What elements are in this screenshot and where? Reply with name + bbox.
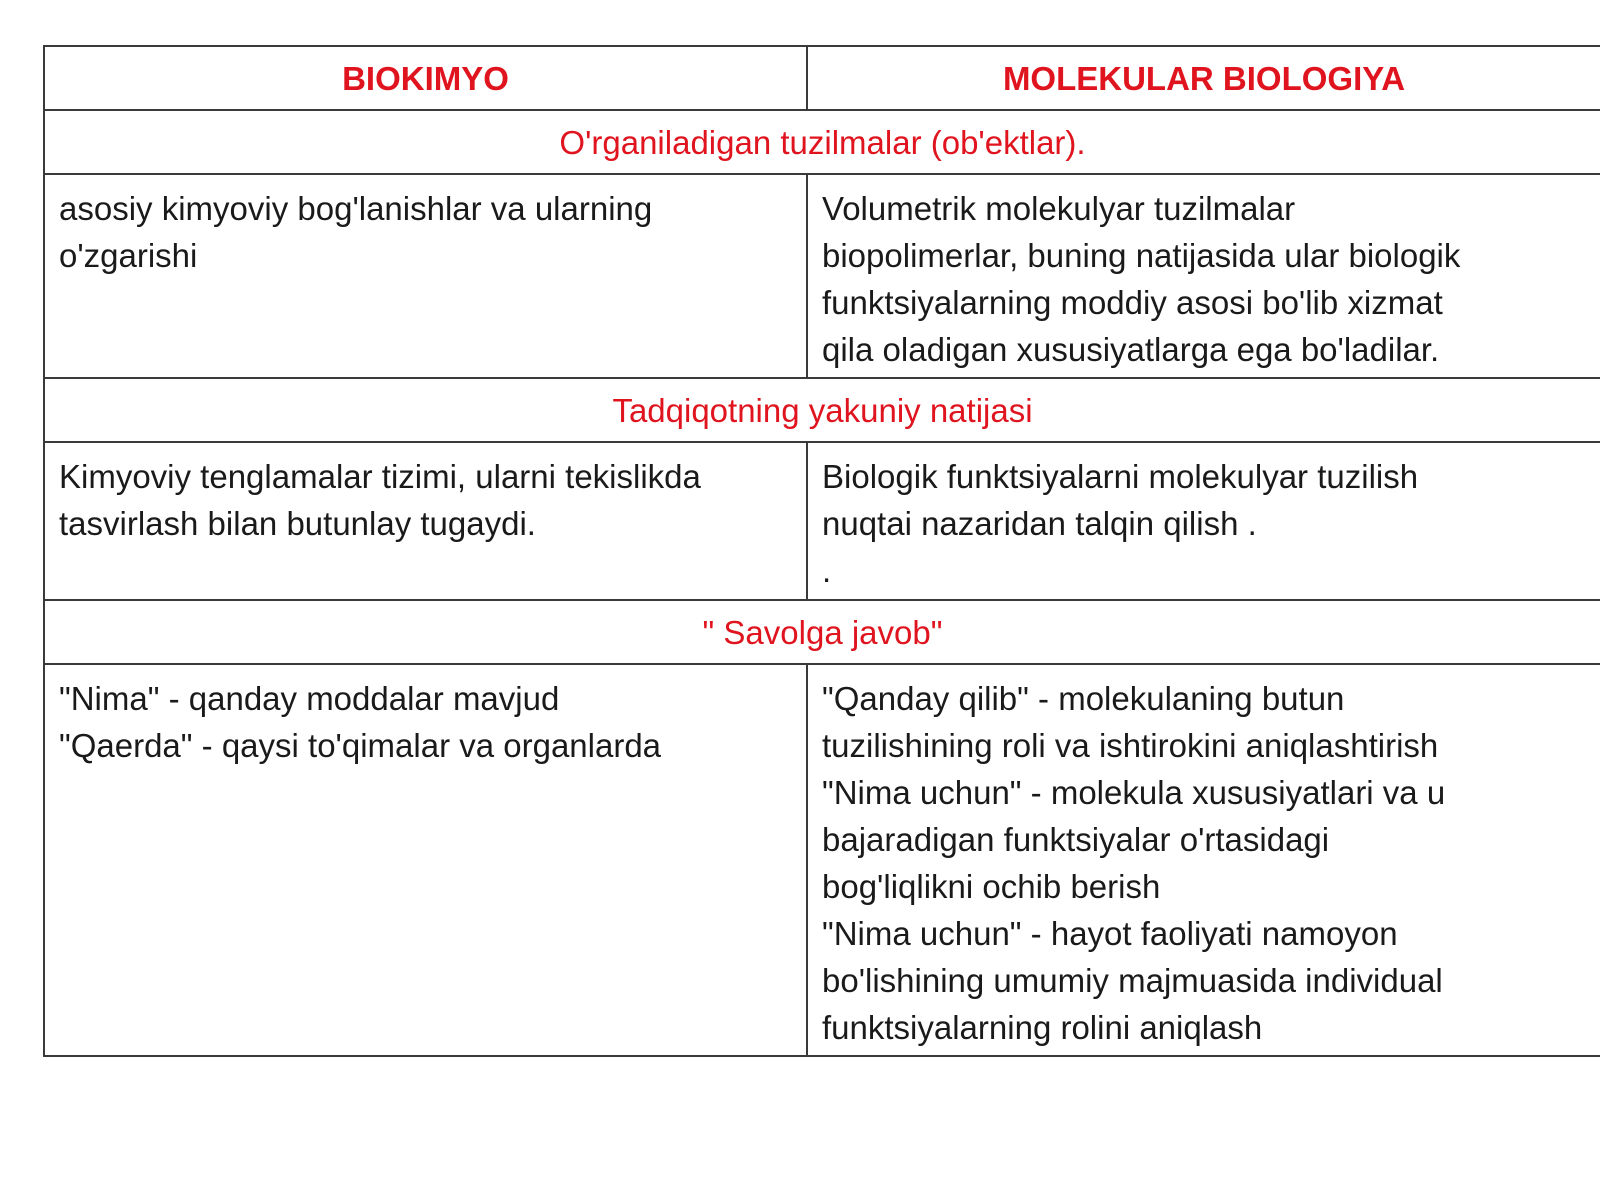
cell-line: funktsiyalarning rolini aniqlash: [822, 1009, 1263, 1046]
cell-line: bajaradigan funktsiyalar o'rtasidagi: [822, 821, 1330, 858]
section-title: " Savolga javob": [44, 600, 1600, 664]
cell-line: Kimyoviy tenglamalar tizimi, ularni tekislikda: [59, 458, 701, 495]
table-row: [44, 174, 1600, 378]
section-title: Tadqiqotning yakuniy natijasi: [44, 378, 1600, 442]
cell-line: "Qaerda" - qaysi to'qimalar va organlarda: [59, 727, 662, 764]
header-molekular-biologiya: MOLEKULAR BIOLOGIYA: [807, 46, 1600, 110]
table-row: [44, 664, 1600, 1056]
cell-line: "Nima uchun" - molekula xususiyatlari va u: [822, 774, 1446, 811]
biokimyo-cell: [44, 664, 807, 1056]
table-row: [44, 442, 1600, 600]
biokimyo-cell: [44, 442, 807, 600]
cell-line: funktsiyalarning moddiy asosi bo'lib xizmat: [822, 284, 1443, 321]
cell-line: "Qanday qilib" - molekulaning butun: [822, 680, 1345, 717]
section-title: O'rganiladigan tuzilmalar (ob'ektlar).: [44, 110, 1600, 174]
cell-line: biopolimerlar, buning natijasida ular biologik: [822, 237, 1461, 274]
molekular-biologiya-cell: [807, 174, 1600, 378]
cell-line: o'zgarishi: [59, 237, 198, 274]
molekular-biologiya-cell: [807, 442, 1600, 600]
header-biokimyo: BIOKIMYO: [44, 46, 807, 110]
cell-line: bo'lishining umumiy majmuasida individual: [822, 962, 1443, 999]
cell-line: tuzilishining roli va ishtirokini aniqlashtirish: [822, 727, 1439, 764]
molekular-biologiya-cell: [807, 664, 1600, 1056]
cell-line: qila oladigan xususiyatlarga ega bo'ladilar.: [822, 331, 1440, 368]
header-row: [44, 46, 1600, 110]
cell-line: asosiy kimyoviy bog'lanishlar va ularning: [59, 190, 653, 227]
cell-line: "Nima uchun" - hayot faoliyati namoyon: [822, 915, 1398, 952]
comparison-table: [43, 45, 1600, 1057]
biokimyo-cell: [44, 174, 807, 378]
cell-line: "Nima" - qanday moddalar mavjud: [59, 680, 560, 717]
section-title-row: [44, 110, 1600, 174]
cell-line: nuqtai nazaridan talqin qilish .: [822, 505, 1257, 542]
cell-line: Volumetrik molekulyar tuzilmalar: [822, 190, 1296, 227]
section-title-row: [44, 600, 1600, 664]
cell-line: Biologik funktsiyalarni molekulyar tuzilish: [822, 458, 1419, 495]
cell-line: bog'liqlikni ochib berish: [822, 868, 1161, 905]
cell-line: tasvirlash bilan butunlay tugaydi.: [59, 505, 536, 542]
cell-line: .: [822, 552, 832, 589]
section-title-row: [44, 378, 1600, 442]
